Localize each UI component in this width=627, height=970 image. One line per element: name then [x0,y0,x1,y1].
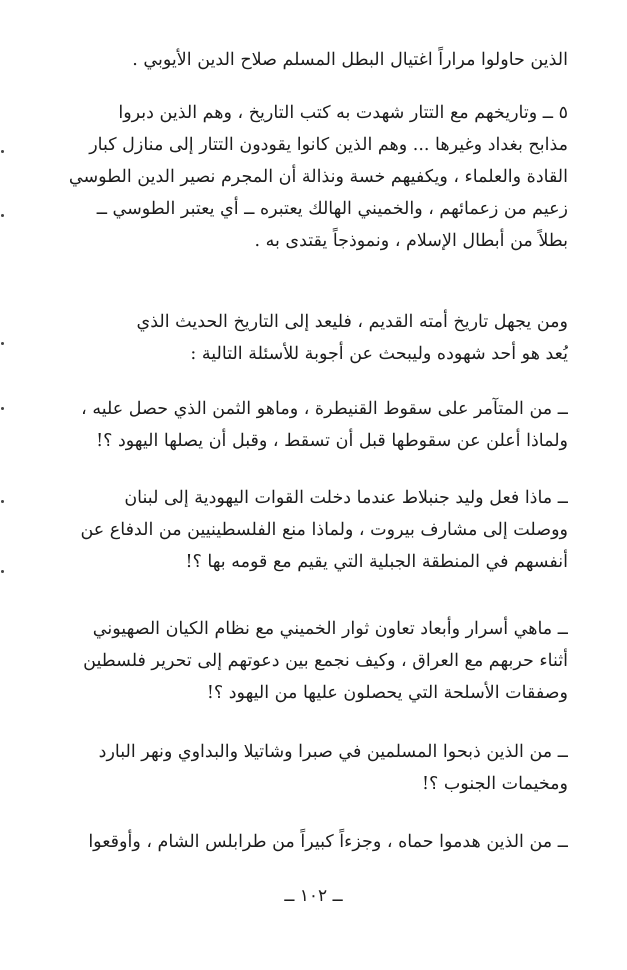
paragraph-4 [36,393,568,457]
margin-mark [1,570,4,573]
text-line: الذين حاولوا مراراً اغتيال البطل المسلم صلاح الدين الأيوبي . [132,50,568,70]
text-line: ــ من الذين ذبحوا المسلمين في صبرا وشاتيلا والبداوي ونهر البارد [98,742,568,762]
paragraph-3 [36,306,568,370]
text-line: وصفقات الأسلحة التي يحصلون عليها من اليهود ؟! [206,683,568,703]
text-line: ــ ماهي أسرار وأبعاد تعاون ثوار الخميني مع نظام الكيان الصهيوني [92,619,568,639]
paragraph-6 [36,613,568,709]
paragraph-2 [36,97,568,257]
paragraph-8 [36,826,568,858]
text-line: ولماذا أعلن عن سقوطها قبل أن تسقط ، وقبل أن يصلها اليهود ؟! [96,431,568,451]
paragraph-5 [36,482,568,578]
text-line: ٥ ــ وتاريخهم مع التتار شهدت به كتب التاريخ ، وهم الذين دبروا [118,103,568,123]
margin-mark [1,407,4,410]
text-line: ــ من المتآمر على سقوط القنيطرة ، وماهو الثمن الذي حصل عليه ، [81,399,568,419]
text-line: القادة والعلماء ، ويكفيهم خسة ونذالة أن المجرم نصير الدين الطوسي [68,167,568,187]
text-line: أنفسهم في المنطقة الجبلية التي يقيم مع قومه بها ؟! [185,552,568,572]
text-line: زعيم من زعمائهم ، والخميني الهالك يعتبره ــ أي يعتبر الطوسي ــ [96,199,568,219]
text-line: بطلاً من أبطال الإسلام ، ونموذجاً يقتدى به . [254,231,568,251]
text-line: مذابح بغداد وغيرها ... وهم الذين كانوا يقودون التتار إلى منازل كبار [89,135,568,155]
text-line: ووصلت إلى مشارف بيروت ، ولماذا منع الفلسطينيين من الدفاع عن [80,520,568,540]
margin-mark [1,342,4,345]
text-line: ــ من الذين هدموا حماه ، وجزءاً كبيراً من طرابلس الشام ، وأوقعوا [88,832,568,852]
text-line: ــ ماذا فعل وليد جنبلاط عندما دخلت القوات اليهودية إلى لبنان [124,488,568,508]
text-line: أثناء حربهم مع العراق ، وكيف نجمع بين دعوتهم إلى تحرير فلسطين [83,651,568,671]
text-line: يُعد هو أحد شهوده وليبحث عن أجوبة للأسئلة التالية : [190,344,568,364]
paragraph-1 [36,44,568,76]
text-line: ومن يجهل تاريخ أمته القديم ، فليعد إلى التاريخ الحديث الذي [136,312,568,332]
margin-mark [1,214,4,217]
margin-mark [1,150,4,153]
text-line: ومخيمات الجنوب ؟! [421,774,568,794]
paragraph-7 [36,736,568,800]
page-number: ــ ١٠٢ ــ [284,886,343,906]
margin-mark [1,500,4,503]
